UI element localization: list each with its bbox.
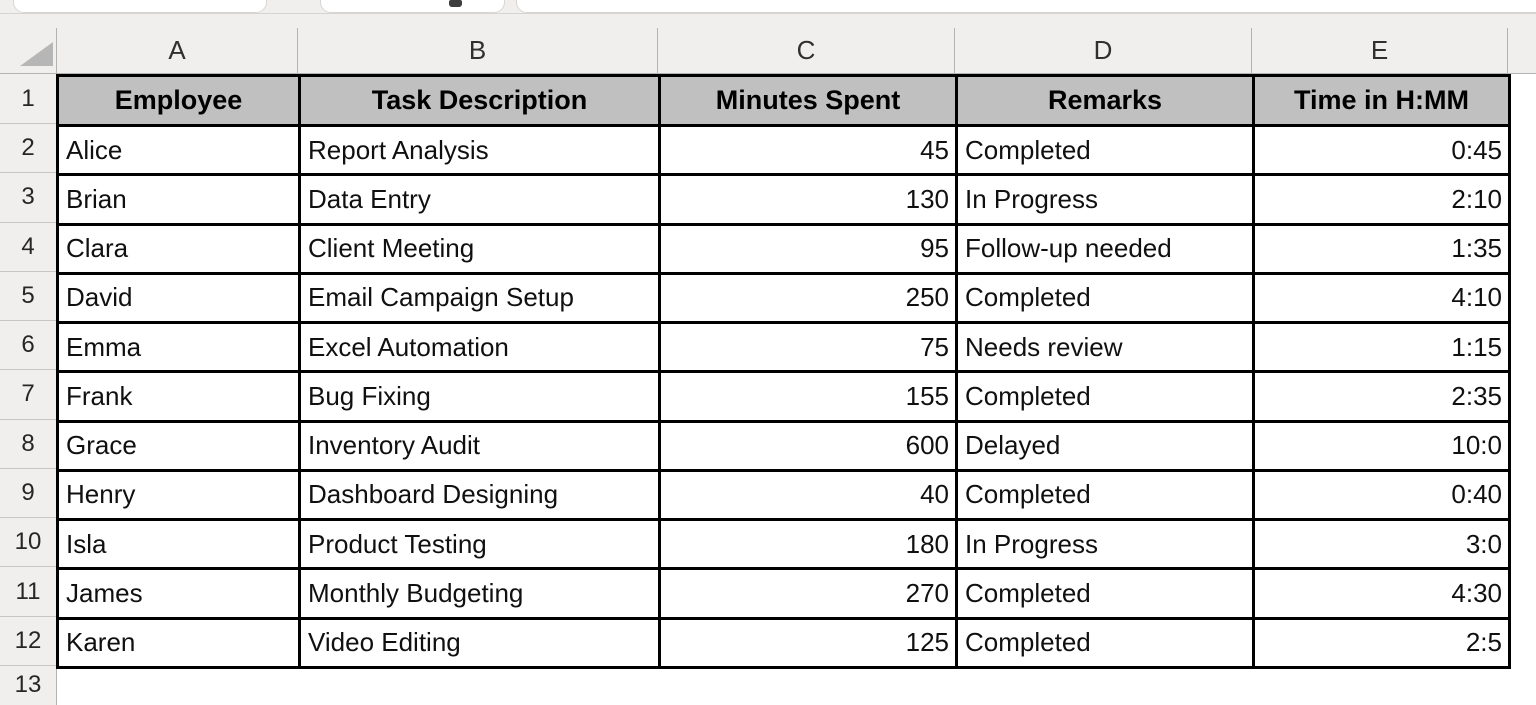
column-header-row [0, 28, 1536, 73]
formula-bar-row [0, 0, 1536, 14]
cell-e10[interactable]: 3:0 [1255, 521, 1511, 570]
cell-c12[interactable]: 125 [661, 620, 958, 669]
cell-e8[interactable]: 10:0 [1255, 423, 1511, 472]
cell-e2[interactable]: 0:45 [1255, 127, 1511, 176]
row-header-1[interactable]: 1 [0, 74, 56, 124]
column-header-b[interactable]: B [298, 28, 658, 73]
row-header-12[interactable]: 12 [0, 617, 56, 666]
cell-a9[interactable]: Henry [59, 472, 301, 521]
column-header-c[interactable]: C [658, 28, 955, 73]
column-header-a[interactable]: A [57, 28, 298, 73]
row-header-10[interactable]: 10 [0, 518, 56, 567]
cell-a10[interactable]: Isla [59, 521, 301, 570]
cell-e1[interactable]: Time in H:MM [1255, 77, 1511, 127]
cell-b5[interactable]: Email Campaign Setup [301, 275, 661, 324]
cell-e7[interactable]: 2:35 [1255, 373, 1511, 422]
cell-c11[interactable]: 270 [661, 570, 958, 619]
cell-b11[interactable]: Monthly Budgeting [301, 570, 661, 619]
cell-a4[interactable]: Clara [59, 226, 301, 275]
cell-b7[interactable]: Bug Fixing [301, 373, 661, 422]
cell-c1[interactable]: Minutes Spent [661, 77, 958, 127]
cell-d9[interactable]: Completed [958, 472, 1255, 521]
data-grid [56, 74, 1511, 669]
cell-e6[interactable]: 1:15 [1255, 324, 1511, 373]
formula-bar-input[interactable] [516, 0, 1536, 13]
row-header-strip [0, 74, 57, 705]
cell-e12[interactable]: 2:5 [1255, 620, 1511, 669]
cell-a3[interactable]: Brian [59, 176, 301, 225]
row-header-5[interactable]: 5 [0, 272, 56, 321]
cell-d5[interactable]: Completed [958, 275, 1255, 324]
column-header-d[interactable]: D [955, 28, 1252, 73]
cell-c4[interactable]: 95 [661, 226, 958, 275]
cell-c6[interactable]: 75 [661, 324, 958, 373]
cell-a2[interactable]: Alice [59, 127, 301, 176]
cell-b6[interactable]: Excel Automation [301, 324, 661, 373]
cell-a12[interactable]: Karen [59, 620, 301, 669]
cell-d2[interactable]: Completed [958, 127, 1255, 176]
cell-d7[interactable]: Completed [958, 373, 1255, 422]
cell-c2[interactable]: 45 [661, 127, 958, 176]
cell-b8[interactable]: Inventory Audit [301, 423, 661, 472]
cell-b4[interactable]: Client Meeting [301, 226, 661, 275]
cell-d1[interactable]: Remarks [958, 77, 1255, 127]
row-header-8[interactable]: 8 [0, 420, 56, 469]
cell-b3[interactable]: Data Entry [301, 176, 661, 225]
select-all-button[interactable] [0, 28, 57, 73]
cell-d12[interactable]: Completed [958, 620, 1255, 669]
cell-d10[interactable]: In Progress [958, 521, 1255, 570]
cell-d4[interactable]: Follow-up needed [958, 226, 1255, 275]
cell-e11[interactable]: 4:30 [1255, 570, 1511, 619]
row-header-7[interactable]: 7 [0, 370, 56, 419]
cell-e4[interactable]: 1:35 [1255, 226, 1511, 275]
cell-c8[interactable]: 600 [661, 423, 958, 472]
column-header-f-partial[interactable] [1508, 28, 1536, 73]
formula-controls [320, 0, 505, 13]
row-header-6[interactable]: 6 [0, 321, 56, 370]
row-header-4[interactable]: 4 [0, 223, 56, 272]
cell-b12[interactable]: Video Editing [301, 620, 661, 669]
cell-d3[interactable]: In Progress [958, 176, 1255, 225]
row-header-2[interactable]: 2 [0, 124, 56, 173]
row-header-3[interactable]: 3 [0, 173, 56, 222]
cell-c5[interactable]: 250 [661, 275, 958, 324]
row-header-11[interactable]: 11 [0, 567, 56, 616]
cell-b2[interactable]: Report Analysis [301, 127, 661, 176]
cell-e3[interactable]: 2:10 [1255, 176, 1511, 225]
cell-b10[interactable]: Product Testing [301, 521, 661, 570]
column-header-e[interactable]: E [1252, 28, 1508, 73]
cell-e5[interactable]: 4:10 [1255, 275, 1511, 324]
cell-d8[interactable]: Delayed [958, 423, 1255, 472]
cell-a1[interactable]: Employee [59, 77, 301, 127]
cell-d6[interactable]: Needs review [958, 324, 1255, 373]
cell-a11[interactable]: James [59, 570, 301, 619]
cell-a5[interactable]: David [59, 275, 301, 324]
cell-a8[interactable]: Grace [59, 423, 301, 472]
column-header-strip [0, 14, 1536, 74]
cell-c3[interactable]: 130 [661, 176, 958, 225]
cell-b1[interactable]: Task Description [301, 77, 661, 127]
row-header-13[interactable]: 13 [14, 671, 42, 699]
cell-b9[interactable]: Dashboard Designing [301, 472, 661, 521]
cell-d11[interactable]: Completed [958, 570, 1255, 619]
cell-c9[interactable]: 40 [661, 472, 958, 521]
row-header-9[interactable]: 9 [0, 469, 56, 518]
select-all-triangle-icon [20, 42, 53, 66]
cell-c10[interactable]: 180 [661, 521, 958, 570]
cell-a6[interactable]: Emma [59, 324, 301, 373]
name-box[interactable] [13, 0, 267, 13]
cell-a7[interactable]: Frank [59, 373, 301, 422]
cell-c7[interactable]: 155 [661, 373, 958, 422]
cell-e9[interactable]: 0:40 [1255, 472, 1511, 521]
fx-icon[interactable] [449, 0, 462, 7]
